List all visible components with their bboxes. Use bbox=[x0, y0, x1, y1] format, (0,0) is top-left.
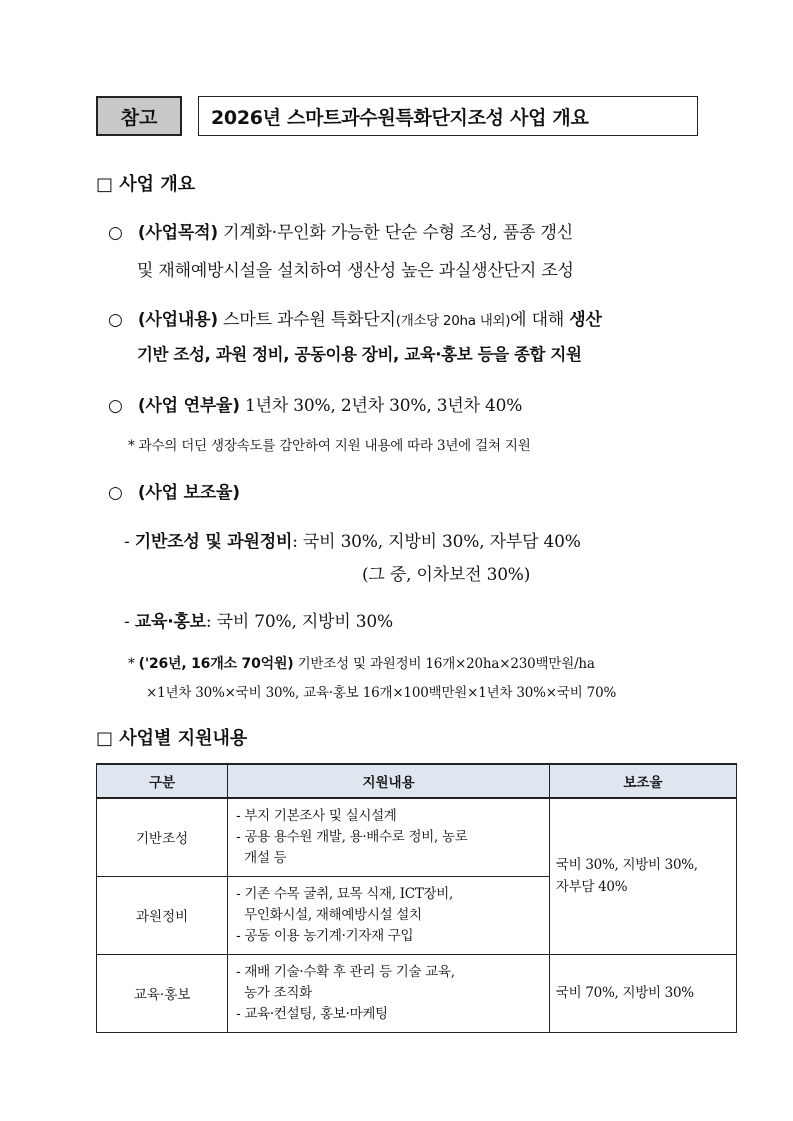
subsidy-item-infra-sub: (그 중, 이차보전 30%) bbox=[362, 565, 531, 585]
bullet: ○ bbox=[108, 396, 123, 416]
reference-label: 참고 bbox=[96, 96, 182, 136]
subsidy-item-edu bbox=[124, 607, 393, 632]
content-text-1a: 스마트 과수원 특화단지 bbox=[217, 310, 396, 330]
ratio-text: 1년차 30%, 2년차 30%, 3년차 40% bbox=[239, 396, 523, 416]
row-content bbox=[228, 876, 550, 954]
subsidy-item-edu-text: : 국비 70%, 지방비 30% bbox=[205, 612, 393, 632]
content-line-2: 기반 조성, 과원 정비, 공동이용 장비, 교육·홍보 등을 종합 지원 bbox=[137, 345, 582, 364]
ratio-label: (사업 연부율) bbox=[137, 396, 240, 416]
content-text-1b: 에 대해 bbox=[510, 310, 570, 330]
subsidy-item-edu-label: 교육·홍보 bbox=[134, 612, 206, 632]
section-heading-overview: □ 사업 개요 bbox=[96, 174, 196, 195]
bullet: ○ bbox=[108, 483, 123, 503]
header-content: 지원내용 bbox=[228, 764, 550, 798]
row-content bbox=[228, 798, 550, 876]
table-row bbox=[97, 954, 737, 1032]
rate-line: 국비 30%, 지방비 30%, bbox=[555, 857, 698, 874]
purpose-text-1: 기계화·무인화 가능한 단순 수형 조성, 품종 갱신 bbox=[217, 223, 573, 243]
list-item: 무인화시설, 재해예방시설 설치 bbox=[244, 906, 422, 923]
header-rate: 보조율 bbox=[549, 764, 736, 798]
content-text-bold: 생산 bbox=[569, 310, 602, 330]
content-line-1 bbox=[108, 305, 602, 330]
subsidy-item-infra-label: 기반조성 및 과원정비 bbox=[134, 532, 293, 552]
dash: - bbox=[124, 612, 135, 632]
dash: - bbox=[124, 532, 135, 552]
content-label: (사업내용) bbox=[137, 310, 218, 330]
subsidy-item-infra bbox=[124, 527, 581, 552]
list-item: 농가 조직화 bbox=[244, 984, 312, 1001]
row-rate-shared bbox=[549, 798, 736, 954]
subsidy-note-bold: ('26년, 16개소 70억원) bbox=[138, 656, 294, 672]
purpose-line-1 bbox=[108, 218, 573, 243]
subsidy-note-text-1: 기반조성 및 과원정비 16개×20ha×230백만원/ha bbox=[293, 656, 595, 672]
row-category: 교육·홍보 bbox=[97, 954, 228, 1032]
subsidy-item-infra-text: : 국비 30%, 지방비 30%, 자부담 40% bbox=[292, 532, 581, 552]
ratio-line bbox=[108, 391, 522, 416]
section-heading-support: □ 사업별 지원내용 bbox=[96, 728, 248, 749]
note-star: * bbox=[128, 656, 135, 672]
list-item: - 공용 용수원 개발, 용·배수로 정비, 농로 bbox=[236, 828, 468, 845]
purpose-line-2: 및 재해예방시설을 설치하여 생산성 높은 과실생산단지 조성 bbox=[137, 261, 574, 281]
subsidy-note-line-2: ×1년차 30%×국비 30%, 교육·홍보 16개×100백만원×1년차 30%×국비 70% bbox=[146, 685, 617, 701]
table-header-row bbox=[97, 764, 737, 798]
rate-line: 자부담 40% bbox=[555, 879, 628, 896]
support-table bbox=[96, 763, 737, 1033]
purpose-label: (사업목적) bbox=[137, 223, 218, 243]
bullet: ○ bbox=[108, 310, 123, 330]
document-title: 2026년 스마트과수원특화단지조성 사업 개요 bbox=[198, 96, 698, 136]
row-content bbox=[228, 954, 550, 1032]
content-text-small: (개소당 20ha 내외) bbox=[395, 313, 511, 329]
list-item: 개설 등 bbox=[244, 849, 287, 866]
list-item: - 부지 기본조사 및 실시설계 bbox=[236, 807, 397, 824]
list-item: - 공동 이용 농기계·기자재 구입 bbox=[236, 927, 414, 944]
row-rate: 국비 70%, 지방비 30% bbox=[549, 954, 736, 1032]
list-item: - 교육·컨설팅, 홍보·마케팅 bbox=[236, 1005, 388, 1022]
ratio-note: * 과수의 더딘 생장속도를 감안하여 지원 내용에 따라 3년에 걸쳐 지원 bbox=[128, 438, 531, 454]
list-item: - 기존 수목 굴취, 묘목 식재, ICT장비, bbox=[236, 885, 454, 902]
subsidy-note-line-1 bbox=[128, 652, 595, 673]
bullet: ○ bbox=[108, 223, 123, 243]
header-category: 구분 bbox=[97, 764, 228, 798]
list-item: - 재배 기술·수확 후 관리 등 기술 교육, bbox=[236, 963, 455, 980]
table-row bbox=[97, 798, 737, 876]
subsidy-line bbox=[108, 478, 240, 503]
subsidy-label: (사업 보조율) bbox=[137, 483, 240, 503]
row-category: 과원정비 bbox=[97, 876, 228, 954]
row-category: 기반조성 bbox=[97, 798, 228, 876]
